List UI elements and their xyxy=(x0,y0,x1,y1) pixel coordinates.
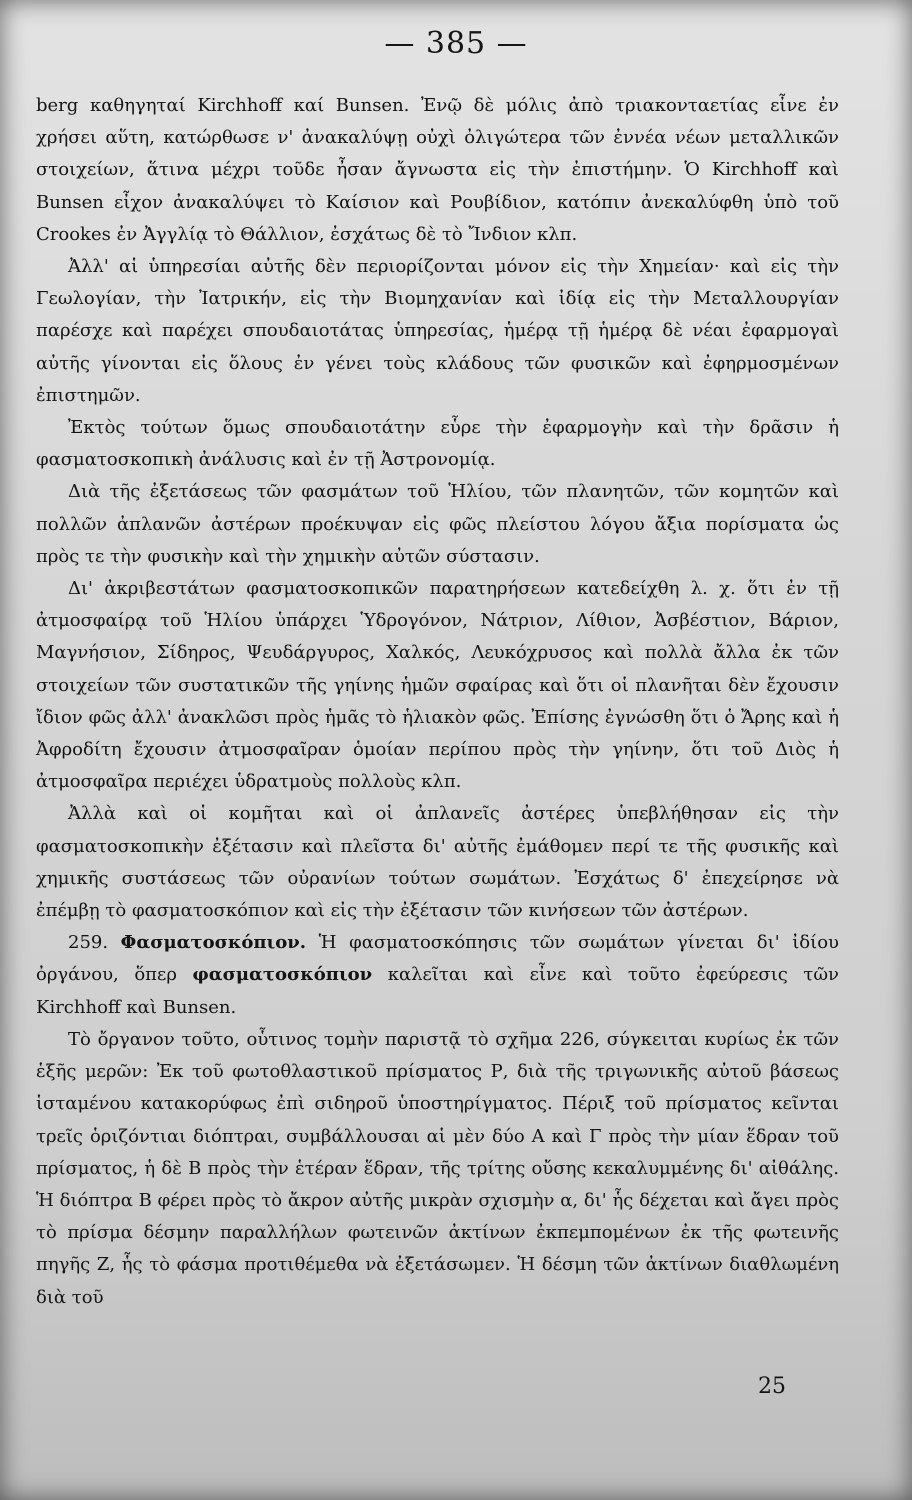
paragraph-3: Ἐκτὸς τούτων ὅμως σπουδαιοτάτην εὗρε τὴν ἐφαρμογὴν καὶ τὴν δρᾶσιν ἡ φασματοσκοπικὴ ἀνάλυσις καὶ ἐν τῇ Ἀστρονομίᾳ. xyxy=(36,417,839,471)
page-body xyxy=(36,90,839,1314)
section-title: Φασματοσκόπιον. xyxy=(120,932,307,954)
paragraph-1: berg καθηγηταί Kirchhoff καί Bunsen. Ἐνῷ δὲ μόλις ἀπὸ τριακονταετίας εἶνε ἐν χρήσει αὕτη, κατώρθωσε ν' ἀνακαλύψῃ οὐχὶ ὀλιγώτερα τῶν ἐννέα νέων μεταλλικῶν στοιχείων, ἅτινα μέχρι τοῦδε ἦσαν ἄγνωστα εἰς τὴν ἐπιστήμην. Ὁ Kirchhoff καὶ Bunsen εἶχον ἀνακαλύψει τὸ Καίσιον καὶ Ρουβίδιον, κατόπιν ἀνεκαλύφθη ὑπὸ τοῦ Crookes ἐν Ἀγγλίᾳ τὸ Θάλλιον, ἐσχάτως δὲ τὸ Ἴνδιον κλπ. xyxy=(36,95,839,245)
section-term: φασματοσκόπιον xyxy=(192,964,373,986)
section-text-after-term: καλεῖται καὶ εἶνε καὶ τοῦτο ἐφεύρεσις τῶν Kirchhoff καὶ Bunsen. xyxy=(36,964,839,1018)
signature-mark: 25 xyxy=(758,1374,786,1399)
paragraph-last: Τὸ ὄργανον τοῦτο, οὗτινος τομὴν παριστᾷ τὸ σχῆμα 226, σύγκειται κυρίως ἐκ τῶν ἑξῆς μερῶν: Ἐκ τοῦ φωτοθλαστικοῦ πρίσματος Ρ, διὰ τῆς τριγωνικῆς αὐτοῦ βάσεως ἱσταμένου κατακορύφως ἐπὶ σιδηροῦ ὑποστηρίγματος. Πέριξ τοῦ πρίσματος κεῖνται τρεῖς ὁριζόντιαι διόπτραι, συμβάλλουσαι αἱ μὲν δύο Α καὶ Γ πρὸς τὴν μίαν ἕδραν τοῦ πρίσματος, ἡ δὲ Β πρὸς τὴν ἑτέραν ἕδραν, τῆς τρίτης οὔσης κεκαλυμμένης δι' αἰθάλης. Ἡ διόπτρα Β φέρει πρὸς τὸ ἄκρον αὐτῆς μικρὰν σχισμὴν α, δι' ἧς δέχεται καὶ ἄγει πρὸς τὸ πρίσμα δέσμην παραλλήλων φωτεινῶν ἀκτίνων ἐκπεμπομένων ἐκ τῆς φωτεινῆς πηγῆς Ζ, ἧς τὸ φάσμα προτιθέμεθα νὰ ἐξετάσωμεν. Ἡ δέσμη τῶν ἀκτίνων διαθλωμένη διὰ τοῦ xyxy=(36,1028,839,1308)
section-number: 259. xyxy=(68,932,109,954)
page-number: — 385 — xyxy=(384,26,528,61)
paragraph-4: Διὰ τῆς ἐξετάσεως τῶν φασμάτων τοῦ Ἡλίου, τῶν πλανητῶν, τῶν κομητῶν καὶ πολλῶν ἀπλανῶν ἀστέρων προέκυψαν εἰς φῶς πλείστου λόγου ἄξια πορίσματα ὡς πρὸς τε τὴν φυσικὴν καὶ τὴν χημικὴν αὐτῶν σύστασιν. xyxy=(36,481,839,567)
paragraph-2: Ἀλλ' αἱ ὑπηρεσίαι αὐτῆς δὲν περιορίζονται μόνον εἰς τὴν Χημείαν· καὶ εἰς τὴν Γεωλογίαν, τὴν Ἰατρικήν, εἰς τὴν Βιομηχανίαν καὶ ἰδίᾳ εἰς τὴν Μεταλλουργίαν παρέσχε καὶ παρέχει σπουδαιοτάτας ὑπηρεσίας, ἡμέρᾳ τῇ ἡμέρᾳ δὲ νέαι ἐφαρμογαὶ αὐτῆς γίνονται εἰς ὅλους ἐν γένει τοὺς κλάδους τῶν φυσικῶν καὶ ἐφηρμοσμένων ἐπιστημῶν. xyxy=(36,256,839,406)
paragraph-6: Ἀλλὰ καὶ οἱ κομῆται καὶ οἱ ἀπλανεῖς ἀστέρες ὑπεβλήθησαν εἰς τὴν φασματοσκοπικὴν ἐξέτασιν καὶ πλεῖστα δι' αὐτῆς ἐμάθομεν περί τε τῆς φυσικῆς καὶ χημικῆς συστάσεως τῶν οὐρανίων τούτων σωμάτων. Ἐσχάτως δ' ἐπεχείρησε νὰ ἐπέμβῃ τὸ φασματοσκόπιον καὶ εἰς τὴν ἐξέτασιν τῶν κινήσεων τῶν ἀστέρων. xyxy=(36,803,839,922)
section-text-before-term: Ἡ φασματοσκόπησις τῶν σωμάτων γίνεται δι' ἰδίου ὀργάνου, ὅπερ xyxy=(36,932,839,986)
section-paragraph xyxy=(36,927,839,1024)
paragraph-5: Δι' ἀκριβεστάτων φασματοσκοπικῶν παρατηρήσεων κατεδείχθη λ. χ. ὅτι ἐν τῇ ἀτμοσφαίρᾳ τοῦ Ἡλίου ὑπάρχει Ὑδρογόνον, Νάτριον, Λίθιον, Ἀσβέστιον, Βάριον, Μαγνήσιον, Σίδηρος, Ψευδάργυρος, Χαλκός, Λευκόχρυσος καὶ πολλὰ ἄλλα ἐκ τῶν στοιχείων τῶν συστατικῶν τῆς γηίνης ἡμῶν σφαίρας καὶ ὅτι οἱ πλανῆται δὲν ἔχουσιν ἴδιον φῶς ἀλλ' ἀνακλῶσι πρὸς ἡμᾶς τὸ ἡλιακὸν φῶς. Ἐπίσης ἐγνώσθη ὅτι ὁ Ἄρης καὶ ἡ Ἀφροδίτη ἔχουσιν ἀτμοσφαῖραν ὁμοίαν περίπου πρὸς τὴν γηίνην, ὅτι τοῦ Διὸς ἡ ἀτμοσφαῖρα περιέχει ὑδρατμοὺς πολλοὺς κλπ. xyxy=(36,578,839,793)
